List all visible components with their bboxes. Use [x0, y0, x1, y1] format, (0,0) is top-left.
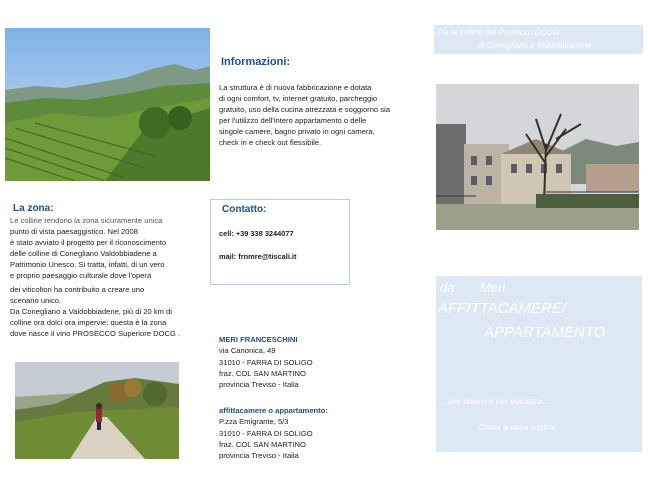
- owner-name: MERI FRANCESCHINI: [219, 335, 298, 344]
- banner-line-1: Tra le colline del Prosecco DOCG: [437, 28, 560, 37]
- cover-title-2: APPARTAMENTO: [484, 324, 606, 341]
- address-line: via Canonica, 49: [219, 346, 276, 356]
- info-text: [219, 82, 419, 148]
- cover-da: da: [440, 280, 455, 295]
- cover-panel: [436, 276, 642, 452]
- info-line: check in e check out flessibile.: [219, 138, 322, 147]
- zona-line: Le colline rendono la zona sicuramente unica: [10, 216, 163, 225]
- address-line: fraz. COL SAN MARTINO: [219, 368, 306, 378]
- contact-title: Contatto:: [222, 204, 267, 215]
- address-line: P.zza Emigrante, 5/3: [219, 417, 289, 427]
- zona-line: Da Conegliano a Valdobbiadene, più di 20 km di: [10, 307, 172, 316]
- zona-text: [10, 215, 210, 339]
- address-line: 31010 - FARRA DI SOLIGO: [219, 428, 313, 438]
- info-line: di ogni comfort, tv, internet gratuito, parcheggio: [219, 94, 378, 103]
- address-owner: [219, 334, 313, 390]
- info-line: singole camere, bagno privato in ogni camera,: [219, 127, 375, 136]
- hill-path-photo: [15, 362, 179, 459]
- banner-line-2: di Conegliano e Valdobbiadene: [478, 41, 592, 50]
- contact-cell: cell: +39 338 3244077: [219, 229, 294, 238]
- region-banner: [434, 25, 643, 54]
- address-line: provincia Treviso - Italia: [219, 451, 299, 461]
- address-line: provincia Treviso - Italia: [219, 380, 299, 390]
- zona-line: dove nasce il vino PROSECCO Superiore DOCG .: [10, 329, 181, 338]
- building-photo: [436, 84, 639, 230]
- address-rental: [219, 405, 328, 461]
- cover-tagline: …per lavoro o per vacanza…: [440, 396, 551, 406]
- info-line: La struttura è di nuova fabbricazione e dotata: [219, 83, 372, 92]
- cover-tagline-2: Come a casa vostra!: [478, 422, 556, 432]
- info-line: per l'utilizzo dell'intero appartamento o delle: [219, 116, 367, 125]
- zona-line: delle colline di Conegliano Valdobbiadene a: [10, 249, 157, 258]
- vineyard-hills-photo: [5, 28, 210, 181]
- cover-meri: Meri: [480, 280, 506, 295]
- address-line: fraz. COL SAN MARTINO: [219, 439, 306, 449]
- zona-line: scenario unico.: [10, 296, 62, 305]
- info-title: Informazioni:: [221, 56, 291, 68]
- address-line: 31010 - FARRA DI SOLIGO: [219, 357, 313, 367]
- zona-line: e proprio paesaggio culturale dove l'opera: [10, 271, 152, 280]
- cover-title-1: AFFITTACAMERE/: [438, 300, 567, 317]
- zona-title: La zona:: [13, 203, 54, 214]
- zona-line: è stato avviato il progetto per il riconoscimento: [10, 238, 167, 247]
- zona-line: colline ora dolci ora impervie: questa è la zona: [10, 318, 167, 327]
- zona-line: dei viticoltori ha contribuito a creare uno: [10, 285, 145, 294]
- zona-line: Patrimonio Unesco. Si tratta, infatti, di un vero: [10, 260, 165, 269]
- rental-label: affittacamere o appartamento:: [219, 406, 328, 415]
- contact-mail[interactable]: mail: frnmre@tiscali.it: [219, 252, 297, 261]
- info-line: gratuito, uso della cucina atrezzata e soggiorno sia: [219, 105, 390, 114]
- zona-line: punto di vista paesaggistico. Nel 2008: [10, 227, 138, 236]
